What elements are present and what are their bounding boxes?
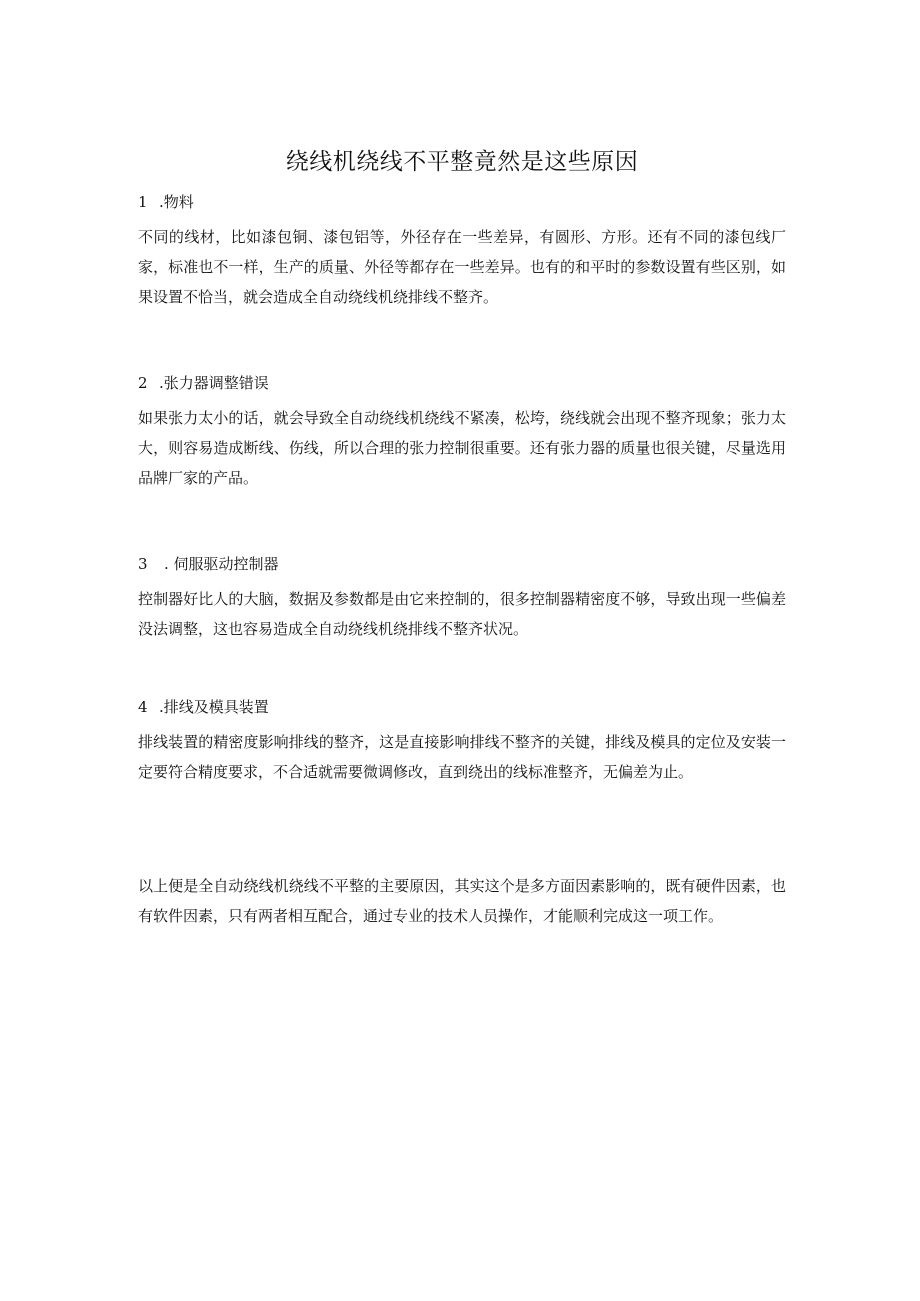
- section-number: 4: [138, 698, 148, 716]
- section-body: 排线装置的精密度影响排线的整齐，这是直接影响排线不整齐的关键，排线及模具的定位及安装一定要符合精度要求，不合适就需要微调修改，直到绕出的线标准整齐，无偏差为止。: [138, 733, 786, 781]
- section-heading: [138, 373, 786, 393]
- section-title: .排线及模具装置: [159, 698, 269, 716]
- conclusion-paragraph: 以上便是全自动绕线机绕线不平整的主要原因，其实这个是多方面因素影响的，既有硬件因素，也有软件因素，只有两者相互配合，通过专业的技术人员操作，才能顺利完成这一项工作。: [138, 877, 786, 925]
- section-body: 控制器好比人的大脑，数据及参数都是由它来控制的，很多控制器精密度不够，导致出现一些偏差没法调整，这也容易造成全自动绕线机绕排线不整齐状况。: [138, 590, 786, 638]
- section-materials: [138, 192, 786, 312]
- section-number: 3: [138, 555, 148, 573]
- section-heading: [138, 554, 786, 574]
- document-title: 绕线机绕线不平整竟然是这些原因: [285, 149, 639, 175]
- section-title: .物料: [159, 193, 194, 211]
- section-wire-arranger: [138, 697, 786, 787]
- section-body: 不同的线材，比如漆包铜、漆包铝等，外径存在一些差异，有圆形、方形。还有不同的漆包线厂家，标准也不一样，生产的质量、外径等都存在一些差异。也有的和平时的参数设置有些区别，如果设置不恰当，就会造成全自动绕线机绕排线不整齐。: [138, 228, 786, 306]
- section-number: 2: [138, 374, 148, 392]
- section-tensioner: [138, 373, 786, 493]
- section-servo-controller: [138, 554, 786, 644]
- section-heading: [138, 697, 786, 717]
- section-body: 如果张力太小的话，就会导致全自动绕线机绕线不紧凑，松垮，绕线就会出现不整齐现象；张力太大，则容易造成断线、伤线，所以合理的张力控制很重要。还有张力器的质量也很关键，尽量选用品牌厂家的产品。: [138, 409, 786, 487]
- section-number: 1: [138, 193, 148, 211]
- section-title: . 伺服驱动控制器: [164, 555, 279, 573]
- section-heading: [138, 192, 786, 212]
- section-title: .张力器调整错误: [159, 374, 269, 392]
- section-conclusion: [138, 871, 786, 931]
